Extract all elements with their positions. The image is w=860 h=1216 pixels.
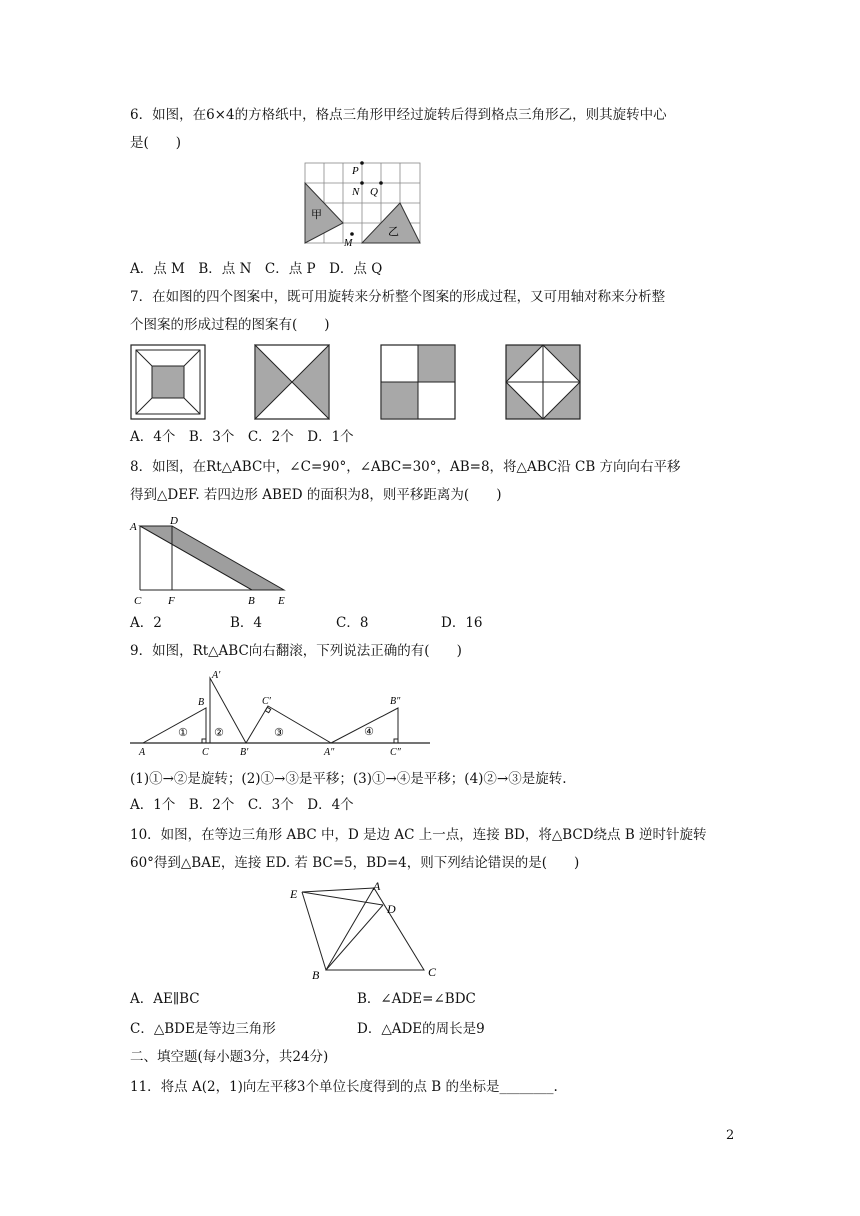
- q10-line2: 60°得到△BAE，连接 ED. 若 BC=5，BD=4，则下列结论错误的是( ): [130, 855, 580, 871]
- q10-triangle-figure: [284, 878, 444, 980]
- q9-label-B1: B′: [240, 747, 249, 758]
- q6-grid-figure: [300, 158, 430, 248]
- q10-option-a: A．AE∥BC: [130, 991, 200, 1007]
- q8-label-E: E: [278, 595, 285, 607]
- q10-label-C: C: [428, 965, 437, 979]
- q10-line1: 10．如图，在等边三角形 ABC 中，D 是边 AC 上一点，连接 BD，将△BCD绕点 B 逆时针旋转: [130, 827, 707, 843]
- q8-line1: 8．如图，在Rt△ABC中，∠C=90°，∠ABC=30°，AB=8，将△ABC沿 CB 方向向右平移: [130, 459, 681, 475]
- q9-label-A2: A″: [324, 747, 335, 758]
- q9-line1: 9．如图，Rt△ABC向右翻滚，下列说法正确的有( ): [130, 643, 462, 659]
- q10-label-B: B: [312, 968, 320, 980]
- q8-option-d: D．16: [441, 615, 483, 631]
- q8-label-C: C: [134, 595, 142, 607]
- q7-line2: 个图案的形成过程的图案有( ): [130, 317, 330, 333]
- q8-option-b: B．4: [230, 615, 263, 631]
- q6-label-yi: 乙: [388, 225, 399, 238]
- q8-label-F: F: [168, 595, 175, 607]
- q8-label-B: B: [248, 595, 255, 607]
- q9-label-1: ①: [178, 726, 188, 739]
- q9-label-C1: C′: [262, 696, 271, 707]
- q9-label-B2: B″: [390, 696, 401, 707]
- q9-statements: (1)①→②是旋转；(2)①→③是平移；(3)①→④是平移；(4)②→③是旋转.: [130, 771, 567, 787]
- q9-label-A1: A′: [212, 670, 221, 681]
- q8-option-a: A．2: [130, 615, 162, 631]
- q7-pattern-3: [380, 344, 456, 420]
- q9-label-2: ②: [214, 726, 224, 739]
- q7-pattern-2: [254, 344, 330, 420]
- q7-pattern-1: [130, 344, 206, 420]
- q6-label-N: N: [352, 186, 360, 198]
- q10-label-D: D: [387, 902, 396, 916]
- q10-option-b: B．∠ADE=∠BDC: [357, 991, 476, 1007]
- q9-label-B: B: [198, 697, 205, 708]
- q9-label-3: ③: [274, 726, 284, 739]
- q7-line1: 7．在如图的四个图案中，既可用旋转来分析整个图案的形成过程，又可用轴对称来分析整: [130, 289, 666, 305]
- q10-option-d: D．△ADE的周长是9: [357, 1021, 485, 1037]
- q7-options: A．4个 B．3个 C．2个 D．1个: [130, 429, 354, 445]
- q9-label-C: C: [202, 747, 209, 758]
- q8-line2: 得到△DEF. 若四边形 ABED 的面积为8，则平移距离为( ): [130, 487, 502, 503]
- q6-line1: 6．如图，在6×4的方格纸中，格点三角形甲经过旋转后得到格点三角形乙，则其旋转中心: [130, 107, 667, 123]
- q6-label-P: P: [352, 165, 359, 177]
- section-heading: 二、填空题(每小题3分，共24分): [130, 1049, 329, 1065]
- q8-label-D: D: [170, 515, 178, 527]
- q10-option-c: C．△BDE是等边三角形: [130, 1021, 276, 1037]
- q9-label-C2: C″: [390, 747, 401, 758]
- q9-label-4: ④: [364, 725, 374, 738]
- q9-label-A: A: [139, 747, 146, 758]
- q9-options: A．1个 B．2个 C．3个 D．4个: [130, 797, 354, 813]
- q6-label-jia: 甲: [311, 208, 322, 221]
- q8-option-c: C．8: [336, 615, 369, 631]
- q6-label-Q: Q: [370, 186, 378, 198]
- q7-pattern-4: [505, 344, 581, 420]
- q6-line2: 是( ): [130, 135, 182, 151]
- q8-translation-figure: [128, 512, 298, 608]
- q10-label-E: E: [290, 887, 298, 901]
- q6-options: A．点 M B．点 N C．点 P D．点 Q: [130, 261, 383, 277]
- q6-label-M: M: [344, 238, 353, 248]
- q10-label-A: A: [373, 879, 381, 893]
- q9-rolling-figure: [128, 668, 433, 760]
- q8-label-A: A: [130, 521, 137, 533]
- page-number: 2: [726, 1128, 735, 1143]
- q11-text: 11．将点 A(2，1)向左平移3个单位长度得到的点 B 的坐标是________.: [130, 1079, 558, 1095]
